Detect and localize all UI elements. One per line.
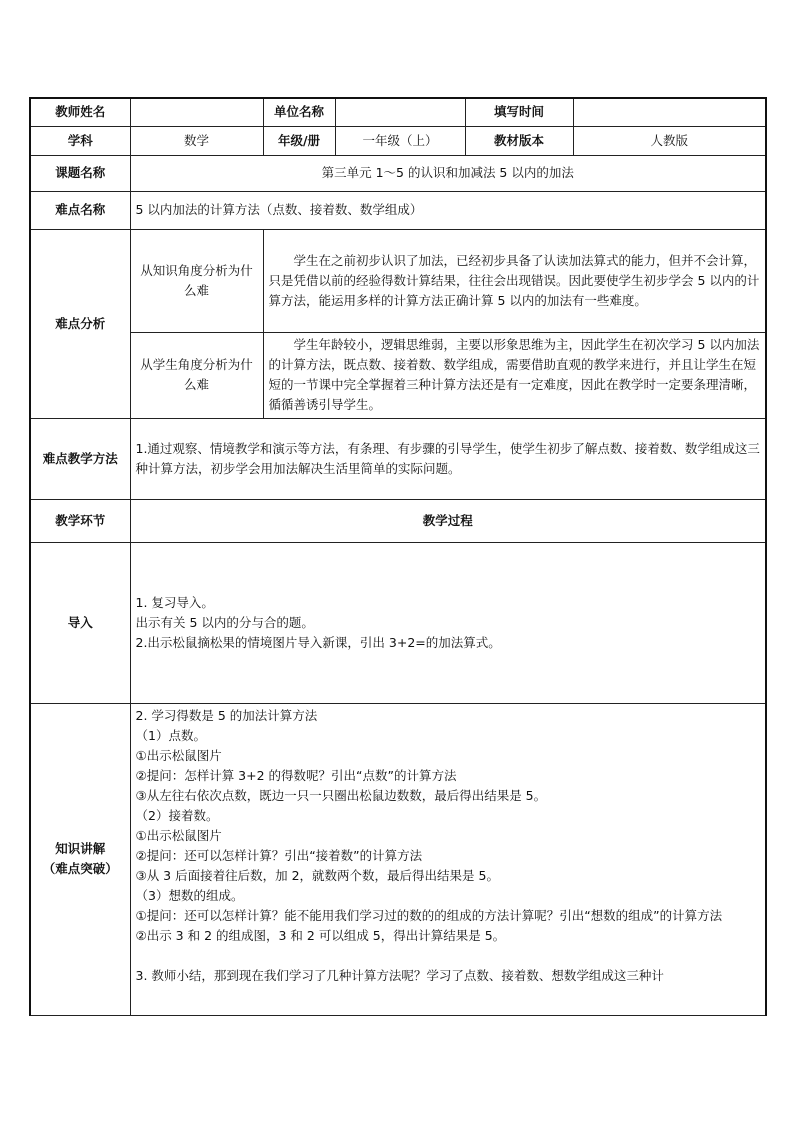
student-angle-text: 学生年龄较小，逻辑思维弱，主要以形象思维为主，因此学生在初次学习 5 以内加法的计算方法，既点数、接着数、数学组成，需要借助直观的教学来进行，并且让学生在短短的一节课中完全掌握着三种计算方法还是有一定难度，因此在教学时一定要条理清晰，循循善诱引导学生。 bbox=[263, 332, 766, 418]
edition-label: 教材版本 bbox=[465, 126, 573, 155]
topic-row bbox=[30, 155, 766, 191]
method-text: 1.通过观察、情境教学和演示等方法，有条理、有步骤的引导学生，使学生初步了解点数、接着数、数学组成这三种计算方法，初步学会用加法解决生活里简单的实际问题。 bbox=[130, 418, 766, 499]
intro-line: 2.出示松鼠摘松果的情境图片导入新课，引出 3+2=的加法算式。 bbox=[135, 634, 501, 650]
process-label: 教学过程 bbox=[130, 499, 766, 542]
header-row-2 bbox=[30, 126, 766, 155]
intro-label: 导入 bbox=[30, 542, 130, 703]
intro-content bbox=[130, 542, 766, 703]
knowledge-line: 3. 教师小结，那到现在我们学习了几种计算方法呢？学习了点数、接着数、想数学组成这三种计 bbox=[135, 967, 664, 983]
fill-time-label: 填写时间 bbox=[465, 98, 573, 126]
knowledge-content bbox=[130, 703, 766, 1015]
unit-value bbox=[335, 98, 465, 126]
knowledge-line: （2）接着数。 bbox=[135, 807, 219, 823]
analysis-label: 难点分析 bbox=[30, 229, 130, 418]
subject-value: 数学 bbox=[130, 126, 263, 155]
knowledge-line: ③从左往右依次点数，既边一只一只圈出松鼠边数数，最后得出结果是 5。 bbox=[135, 787, 547, 803]
method-label: 难点教学方法 bbox=[30, 418, 130, 499]
intro-line: 出示有关 5 以内的分与合的题。 bbox=[135, 614, 314, 630]
knowledge-line: ①提问：还可以怎样计算？能不能用我们学习过的数的的组成的方法计算呢？引出“想数的组成”的计算方法 bbox=[135, 907, 723, 923]
teacher-name-value bbox=[130, 98, 263, 126]
knowledge-label bbox=[30, 703, 130, 1015]
difficulty-value: 5 以内加法的计算方法（点数、接着数、数学组成） bbox=[130, 191, 766, 229]
difficulty-label: 难点名称 bbox=[30, 191, 130, 229]
stage-label: 教学环节 bbox=[30, 499, 130, 542]
process-header-row bbox=[30, 499, 766, 542]
knowledge-line: ②出示 3 和 2 的组成图，3 和 2 可以组成 5，得出计算结果是 5。 bbox=[135, 927, 506, 943]
knowledge-row bbox=[30, 703, 766, 1015]
method-row bbox=[30, 418, 766, 499]
grade-value: 一年级（上） bbox=[335, 126, 465, 155]
knowledge-line: ②提问：还可以怎样计算？引出“接着数”的计算方法 bbox=[135, 847, 423, 863]
knowledge-label-line2: （难点突破） bbox=[42, 861, 118, 876]
fill-time-value bbox=[573, 98, 766, 126]
knowledge-line: （3）想数的组成。 bbox=[135, 887, 244, 903]
student-angle-label: 从学生角度分析为什么难 bbox=[130, 332, 263, 418]
knowledge-angle-label: 从知识角度分析为什么难 bbox=[130, 229, 263, 332]
knowledge-line: （1）点数。 bbox=[135, 727, 206, 743]
intro-line: 1. 复习导入。 bbox=[135, 594, 214, 610]
knowledge-line: 2. 学习得数是 5 的加法计算方法 bbox=[135, 707, 318, 723]
teacher-name-label: 教师姓名 bbox=[30, 98, 130, 126]
difficulty-row bbox=[30, 191, 766, 229]
topic-label: 课题名称 bbox=[30, 155, 130, 191]
topic-value: 第三单元 1～5 的认识和加减法 5 以内的加法 bbox=[130, 155, 766, 191]
knowledge-line: ①出示松鼠图片 bbox=[135, 747, 222, 763]
knowledge-label-line1: 知识讲解 bbox=[55, 841, 106, 856]
analysis-row-student bbox=[30, 332, 766, 418]
knowledge-angle-text: 学生在之前初步认识了加法，已经初步具备了认读加法算式的能力，但并不会计算，只是凭借以前的经验得数计算结果，往往会出现错误。因此要使学生初步学会 5 以内的计算方法，能运用多样的计算方法正确计算 5 以内的加法有一些难度。 bbox=[263, 229, 766, 332]
analysis-row-knowledge bbox=[30, 229, 766, 332]
knowledge-line: ②提问：怎样计算 3+2 的得数呢？引出“点数”的计算方法 bbox=[135, 767, 457, 783]
header-row-1 bbox=[30, 98, 766, 126]
edition-value: 人教版 bbox=[573, 126, 766, 155]
knowledge-line bbox=[136, 946, 761, 966]
subject-label: 学科 bbox=[30, 126, 130, 155]
knowledge-line: ③从 3 后面接着往后数，加 2，就数两个数，最后得出结果是 5。 bbox=[135, 867, 499, 883]
knowledge-line: ①出示松鼠图片 bbox=[135, 827, 222, 843]
unit-label: 单位名称 bbox=[263, 98, 335, 126]
grade-label: 年级/册 bbox=[263, 126, 335, 155]
lesson-plan-table bbox=[29, 97, 767, 1016]
intro-row bbox=[30, 542, 766, 703]
